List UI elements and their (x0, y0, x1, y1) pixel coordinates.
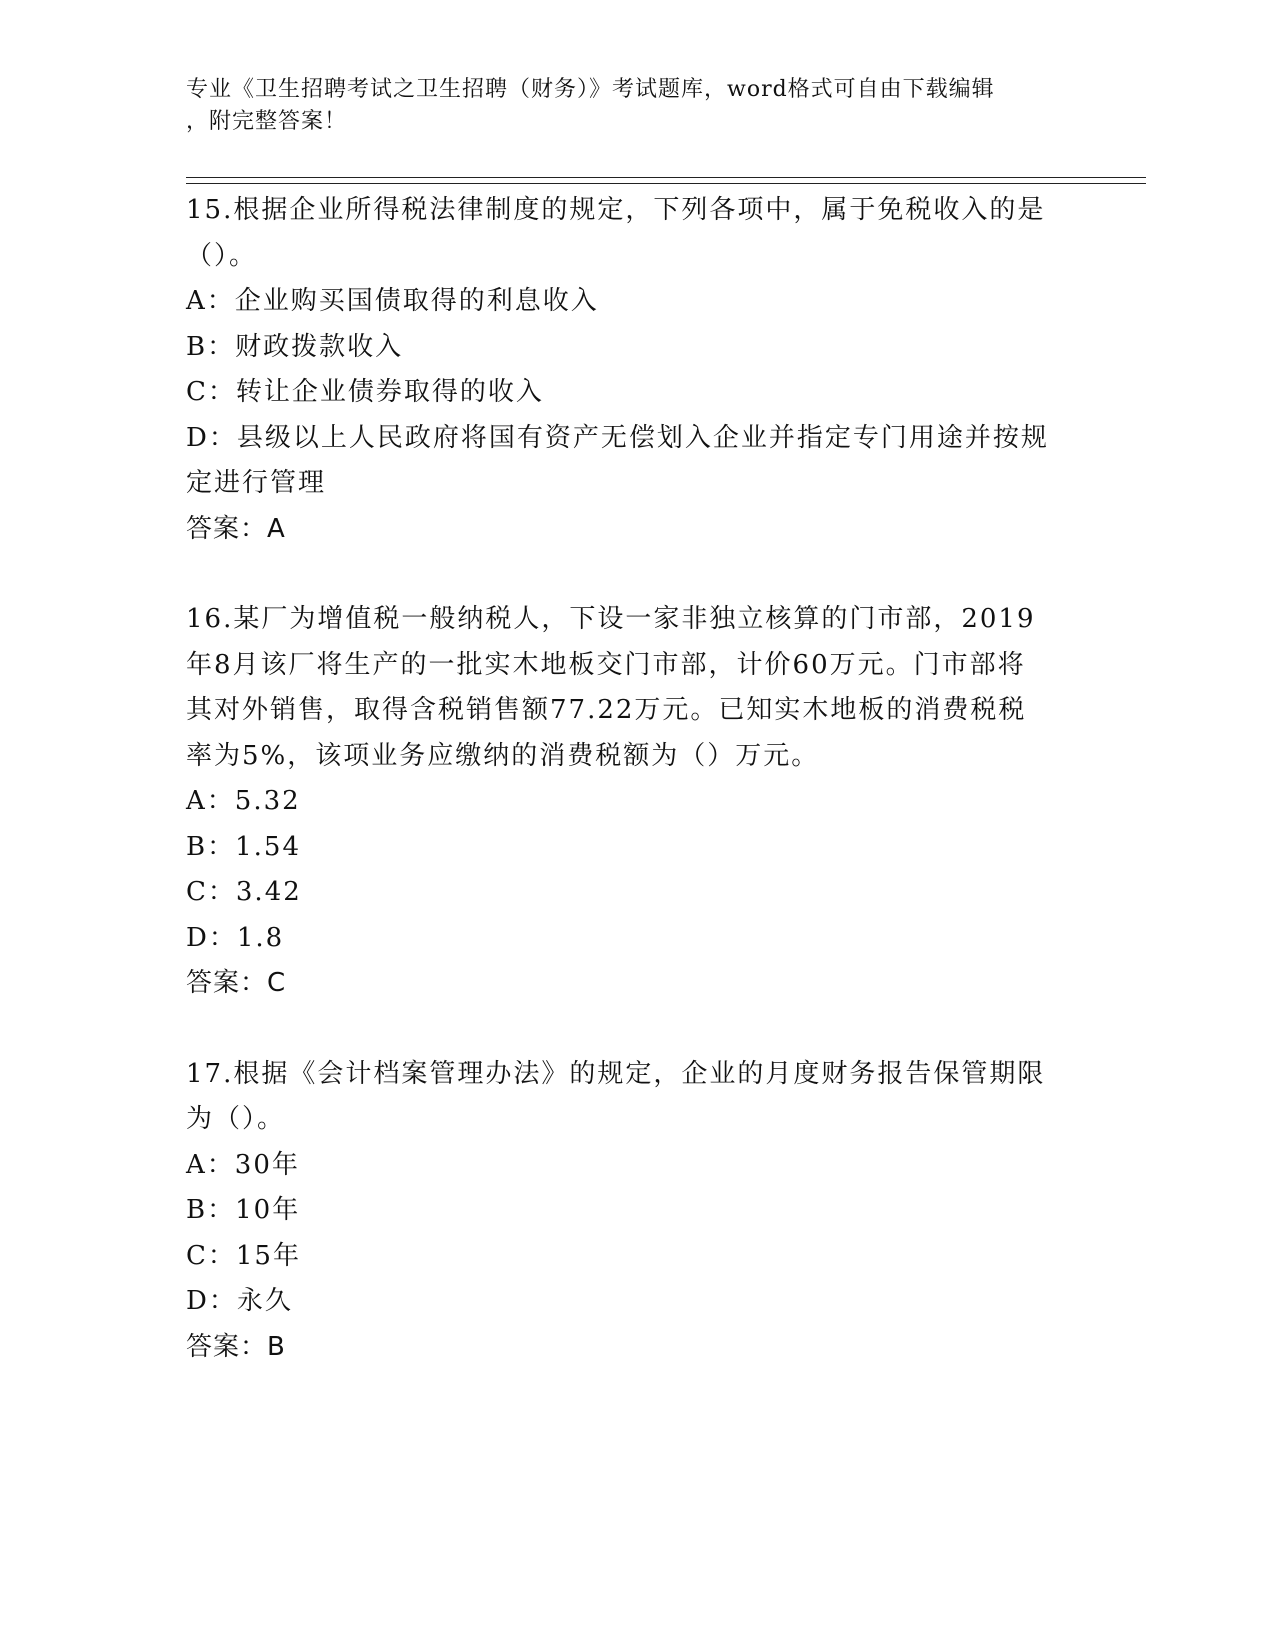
question-16 (186, 597, 1086, 1007)
question-17 (186, 1052, 1086, 1371)
option-b: B：1.54 (186, 831, 301, 862)
question-spacer (186, 1007, 1086, 1052)
question-stem-line: （）。 (186, 240, 258, 271)
answer-label: 答案：B (186, 1331, 286, 1362)
option-d: D：县级以上人民政府将国有资产无偿划入企业并指定专门用途并按规 (186, 422, 1049, 453)
option-b: B：财政拨款收入 (186, 331, 404, 362)
question-list (186, 188, 1086, 1370)
option-d-continued: 定进行管理 (186, 468, 327, 498)
document-header (186, 74, 1066, 138)
option-d: D：永久 (186, 1286, 293, 1316)
question-stem-line: 年8月该厂将生产的一批实木地板交门市部，计价60万元。门市部将 (186, 649, 1026, 680)
question-stem-line: 率为5%，该项业务应缴纳的消费税额为（）万元。 (186, 740, 820, 771)
option-a: A：30年 (186, 1149, 300, 1180)
question-stem-line: 15.根据企业所得税法律制度的规定，下列各项中，属于免税收入的是 (186, 195, 1046, 225)
option-a: A：5.32 (186, 786, 301, 816)
question-15 (186, 188, 1086, 552)
answer-label: 答案：A (186, 513, 286, 544)
option-c: C：转让企业债券取得的收入 (186, 377, 544, 407)
option-b: B：10年 (186, 1195, 301, 1225)
option-c: C：3.42 (186, 877, 302, 907)
answer-label: 答案：C (186, 968, 287, 998)
header-line-2: ，附完整答案！ (186, 109, 348, 134)
header-line-1: 专业《卫生招聘考试之卫生招聘（财务）》考试题库，word格式可自由下载编辑 (186, 77, 995, 102)
header-divider-top (186, 177, 1146, 178)
question-stem-line: 其对外销售，取得含税销售额77.22万元。已知实木地板的消费税税 (186, 695, 1027, 725)
question-stem-line: 为（）。 (186, 1104, 286, 1134)
option-c: C：15年 (186, 1240, 301, 1271)
question-stem-line: 17.根据《会计档案管理办法》的规定，企业的月度财务报告保管期限 (186, 1058, 1046, 1089)
question-stem-line: 16.某厂为增值税一般纳税人，下设一家非独立核算的门市部，2019 (186, 604, 1036, 634)
header-divider-bottom (186, 183, 1146, 184)
question-spacer (186, 552, 1086, 597)
option-d: D：1.8 (186, 922, 285, 953)
option-a: A：企业购买国债取得的利息收入 (186, 286, 599, 316)
